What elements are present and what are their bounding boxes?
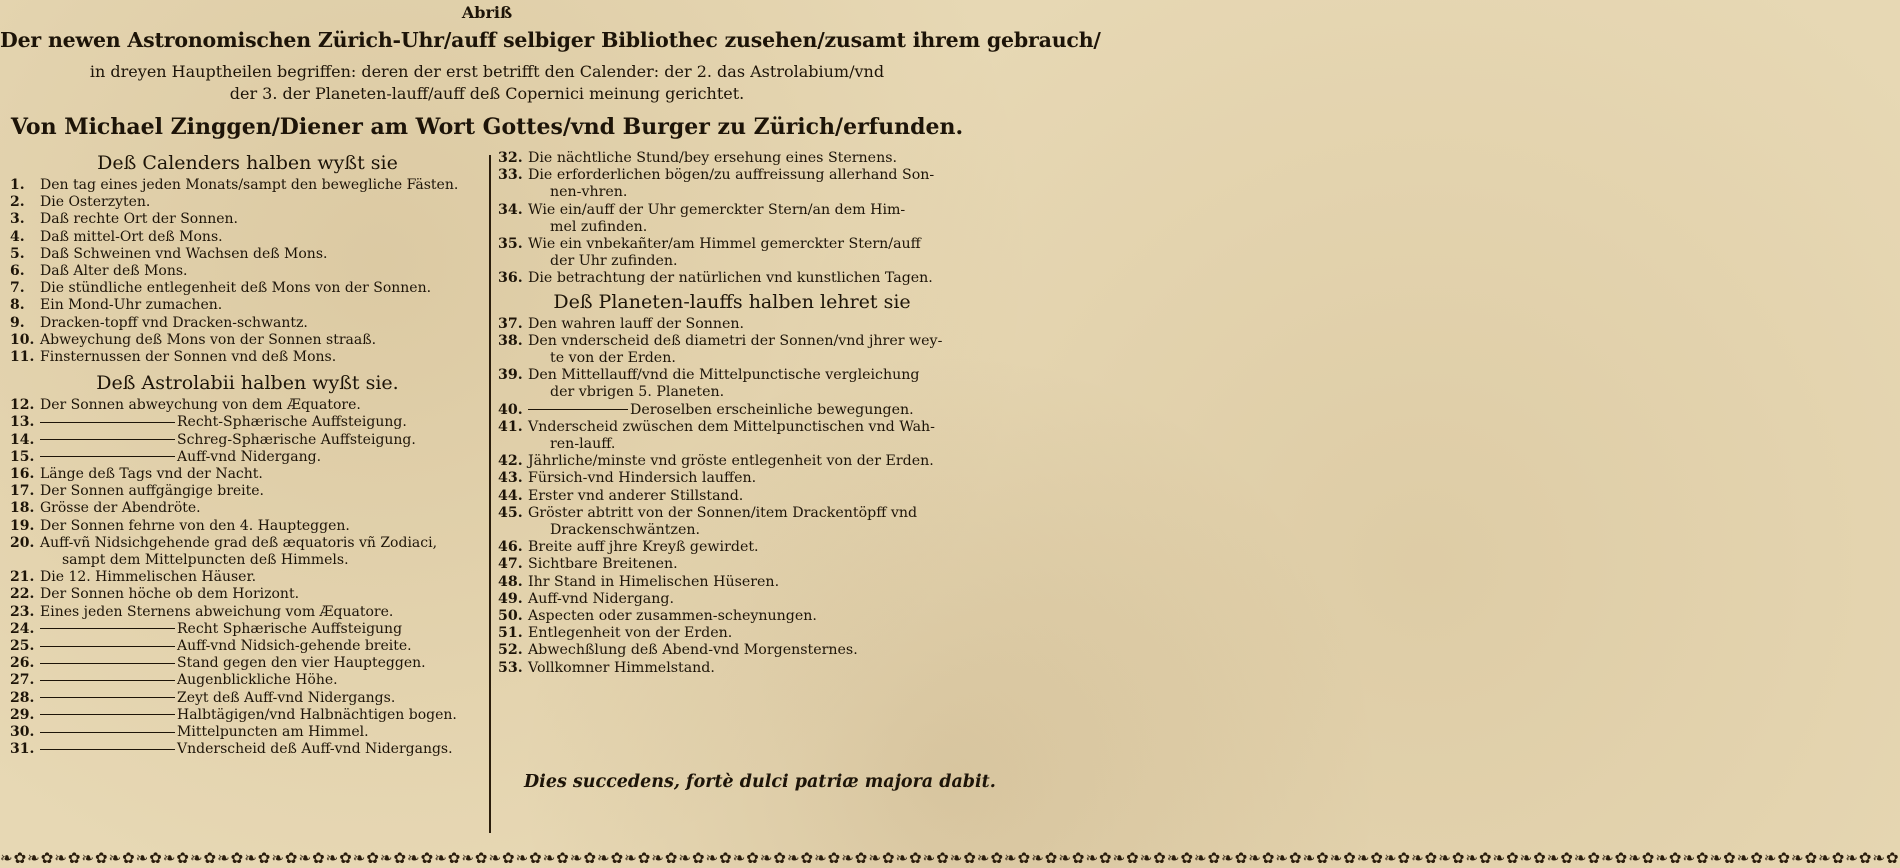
item-text-wrap: [40, 177, 485, 194]
item-text-wrap: [528, 574, 966, 591]
item-text-wrap: [40, 397, 485, 414]
item-text-wrap: [40, 535, 485, 569]
item-text: Zeyt deß Auff-vnd Nidergangs.: [177, 689, 396, 706]
item-number: 22.: [10, 586, 35, 603]
item-text-wrap: [40, 655, 485, 672]
item-text: Auff-vnd Nidergang.: [528, 590, 674, 607]
item-text-wrap: [40, 332, 485, 349]
item-number: 27.: [10, 672, 35, 689]
item-text-wrap: [528, 470, 966, 487]
item-number: 43.: [498, 470, 523, 487]
item-number: 48.: [498, 573, 523, 590]
list-item: [10, 194, 485, 211]
item-text-wrap: [40, 449, 485, 466]
item-text: Die nächtliche Stund/bey ersehung eines Sternens.: [528, 150, 897, 166]
item-number: 33.: [498, 167, 523, 184]
ornamental-border: ❧✿❧✿❧✿❧✿❧✿❧✿❧✿❧✿❧✿❧✿❧✿❧✿❧✿❧✿❧✿❧✿❧✿❧✿❧✿❧✿❧✿❧✿❧✿❧✿❧✿❧✿❧✿❧✿❧✿❧✿❧✿❧✿❧✿❧✿❧✿❧✿❧✿❧✿❧✿❧✿❧✿❧✿❧✿❧✿❧✿❧✿❧✿❧✿❧✿❧✿❧✿❧✿❧✿❧✿❧✿❧✿❧✿❧✿❧✿❧✿❧✿❧✿❧✿❧✿❧✿❧✿❧✿❧✿❧✿❧✿: [0, 849, 1900, 867]
item-number: 52.: [498, 642, 523, 659]
item-text-wrap: [40, 638, 485, 655]
list-item: [10, 332, 485, 349]
item-text-wrap: [528, 556, 966, 573]
item-text-wrap: [40, 211, 485, 228]
item-number: 25.: [10, 638, 35, 655]
item-number: 14.: [10, 431, 35, 448]
item-text-wrap: [528, 367, 966, 401]
item-text-wrap: [40, 263, 485, 280]
item-number: 51.: [498, 625, 523, 642]
right-column: [498, 150, 996, 856]
item-text-wrap: [528, 150, 966, 167]
list-item: [498, 402, 966, 419]
item-text: Vollkomner Himmelstand.: [528, 659, 715, 676]
item-text-wrap: [528, 660, 966, 677]
list-item: [498, 236, 966, 270]
item-number: 16.: [10, 466, 35, 483]
section-title-planets: Deß Planeten-lauffs halben lehret sie: [553, 290, 911, 313]
list-item: [10, 655, 485, 672]
subtitle-line-2: der 3. der Planeten-lauff/auff deß Copernici meinung gerichtet.: [229, 84, 745, 103]
item-text: Mittelpuncten am Himmel.: [177, 724, 369, 741]
item-text-continued: sampt dem Mittelpuncten deß Himmels.: [62, 552, 349, 569]
item-text-wrap: [528, 167, 966, 201]
item-number: 10.: [10, 331, 35, 348]
item-number: 53.: [498, 659, 523, 676]
list-item: [498, 608, 966, 625]
item-text: Aspecten oder zusammen-scheynungen.: [528, 608, 817, 625]
item-text-wrap: [528, 539, 966, 556]
ditto-rule: [40, 628, 175, 629]
list-item: [498, 202, 966, 236]
item-number: 45.: [498, 504, 523, 521]
list-item: [498, 660, 966, 677]
list-item: [10, 211, 485, 228]
list-item: [10, 518, 485, 535]
item-number: 6.: [10, 263, 25, 280]
item-text: Abwechßlung deß Abend-vnd Morgensternes.: [528, 642, 858, 659]
item-text-continued: der vbrigen 5. Planeten.: [550, 384, 725, 401]
list-item: [498, 591, 966, 608]
list-item: [498, 556, 966, 573]
item-text-wrap: [40, 604, 485, 621]
item-number: 4.: [10, 228, 25, 245]
item-number: 23.: [10, 603, 35, 620]
item-text-wrap: [40, 586, 485, 603]
item-text-continued: Drackenschwäntzen.: [550, 522, 701, 539]
item-text: Ein Mond-Uhr zumachen.: [40, 297, 223, 314]
list-item: [498, 419, 966, 453]
item-text: Schreg-Sphærische Auffsteigung.: [177, 431, 416, 448]
item-number: 47.: [498, 556, 523, 573]
section-title-calendar: Deß Calenders halben wyßt sie: [97, 152, 398, 174]
item-number: 1.: [10, 177, 25, 193]
list-item: [10, 177, 485, 194]
ditto-rule: [40, 439, 175, 440]
astrolabe-list: [10, 397, 485, 758]
item-text-wrap: [40, 518, 485, 535]
item-text-wrap: [528, 608, 966, 625]
list-item: [10, 229, 485, 246]
item-text: Der Sonnen fehrne von den 4. Haupteggen.: [40, 517, 350, 534]
item-text-wrap: [40, 569, 485, 586]
item-text-wrap: [40, 432, 485, 449]
item-text-wrap: [40, 229, 485, 246]
item-text: Eines jeden Sternens abweichung vom Æquatore.: [40, 603, 394, 620]
ditto-rule: [40, 749, 175, 750]
item-text: Dracken-topff vnd Dracken-schwantz.: [40, 314, 308, 331]
list-item: [10, 263, 485, 280]
item-text: Auff-vñ Nidsichgehende grad deß æquatoris vñ Zodiaci,: [40, 534, 438, 551]
item-text: Fürsich-vnd Hindersich lauffen.: [528, 470, 757, 487]
ditto-rule: [40, 680, 175, 681]
item-number: 24.: [10, 620, 35, 637]
item-text: Daß Schweinen vnd Wachsen deß Mons.: [40, 245, 328, 262]
item-number: 3.: [10, 211, 25, 228]
item-text-wrap: [40, 483, 485, 500]
ditto-rule: [40, 697, 175, 698]
item-number: 21.: [10, 569, 35, 586]
section-title-astrolabe: Deß Astrolabii halben wyßt sie.: [96, 372, 399, 395]
item-number: 41.: [498, 418, 523, 435]
item-number: 5.: [10, 245, 25, 262]
list-item: [10, 432, 485, 449]
item-text-wrap: [40, 724, 485, 741]
item-text: Stand gegen den vier Haupteggen.: [177, 655, 426, 672]
item-text: Gröster abtritt von der Sonnen/item Drackentöpff vnd: [528, 504, 918, 521]
item-text-wrap: [528, 316, 966, 333]
item-text: Daß Alter deß Mons.: [40, 263, 188, 280]
item-text-wrap: [40, 707, 485, 724]
item-text-wrap: [40, 297, 485, 314]
item-text-wrap: [528, 625, 966, 642]
item-text: Auff-vnd Nidergang.: [177, 448, 322, 465]
list-item: [10, 741, 485, 758]
item-number: 40.: [498, 401, 523, 418]
list-item: [10, 483, 485, 500]
item-text-continued: mel zufinden.: [550, 218, 648, 235]
item-text-wrap: [40, 414, 485, 431]
item-text: Grösse der Abendröte.: [40, 500, 201, 517]
left-column: [10, 150, 485, 856]
item-number: 38.: [498, 332, 523, 349]
planets-list: [498, 316, 966, 677]
list-item: [498, 488, 966, 505]
item-text: Vnderscheid deß Auff-vnd Nidergangs.: [177, 741, 453, 758]
item-number: 7.: [10, 280, 25, 297]
item-text: Recht-Sphærische Auffsteigung.: [177, 414, 407, 431]
item-text-wrap: [528, 453, 966, 470]
list-item: [498, 453, 966, 470]
list-item: [10, 397, 485, 414]
item-text-wrap: [40, 690, 485, 707]
item-number: 28.: [10, 689, 35, 706]
ditto-rule: [40, 663, 175, 664]
item-number: 50.: [498, 608, 523, 625]
item-number: 44.: [498, 487, 523, 504]
author-line: Von Michael Zinggen/Diener am Wort Gottes/vnd Burger zu Zürich/erfunden.: [10, 114, 964, 140]
item-number: 19.: [10, 517, 35, 534]
list-item: [498, 505, 966, 539]
ditto-rule: [40, 422, 175, 423]
list-item: [10, 349, 485, 366]
list-item: [498, 333, 966, 367]
item-number: 2.: [10, 194, 25, 211]
list-item: [498, 642, 966, 659]
item-text-wrap: [40, 194, 485, 211]
item-text-wrap: [40, 741, 485, 758]
list-item: [10, 604, 485, 621]
item-number: 49.: [498, 590, 523, 607]
column-divider: [489, 155, 491, 833]
item-text: Der Sonnen höche ob dem Horizont.: [40, 586, 300, 603]
list-item: [498, 150, 966, 167]
item-text: Recht Sphærische Auffsteigung: [177, 620, 403, 637]
item-text-wrap: [528, 642, 966, 659]
item-text: Den tag eines jeden Monats/sampt den bewegliche Fästen.: [40, 177, 459, 193]
item-number: 8.: [10, 297, 25, 314]
item-text: Erster vnd anderer Stillstand.: [528, 487, 744, 504]
list-item: [10, 280, 485, 297]
ditto-rule: [528, 409, 628, 410]
item-text: Finsternussen der Sonnen vnd deß Mons.: [40, 349, 337, 366]
item-number: 20.: [10, 534, 35, 551]
item-text: Die Osterzyten.: [40, 194, 151, 211]
item-text: Daß rechte Ort der Sonnen.: [40, 211, 239, 228]
item-text-wrap: [528, 270, 966, 287]
item-text: Entlegenheit von der Erden.: [528, 625, 733, 642]
list-item: [498, 167, 966, 201]
list-item: [10, 466, 485, 483]
item-text: Den vnderscheid deß diametri der Sonnen/vnd jhrer wey-: [528, 332, 943, 349]
item-text: Auff-vnd Nidsich-gehende breite.: [177, 638, 412, 655]
item-text: Augenblickliche Höhe.: [177, 672, 338, 689]
item-number: 36.: [498, 270, 523, 287]
item-text: Die betrachtung der natürlichen vnd kunstlichen Tagen.: [528, 270, 933, 287]
item-text-wrap: [40, 315, 485, 332]
item-number: 13.: [10, 414, 35, 431]
list-item: [10, 246, 485, 263]
item-number: 12.: [10, 397, 35, 414]
item-text-continued: te von der Erden.: [550, 350, 676, 367]
item-number: 17.: [10, 483, 35, 500]
item-number: 30.: [10, 724, 35, 741]
item-text: Die stündliche entlegenheit deß Mons von der Sonnen.: [40, 280, 432, 297]
item-number: 9.: [10, 314, 25, 331]
item-text-wrap: [528, 505, 966, 539]
list-item: [10, 315, 485, 332]
item-number: 32.: [498, 150, 523, 166]
list-item: [10, 586, 485, 603]
item-number: 29.: [10, 706, 35, 723]
list-item: [10, 297, 485, 314]
item-text-wrap: [40, 500, 485, 517]
item-text-wrap: [528, 488, 966, 505]
list-item: [10, 621, 485, 638]
list-item: [10, 638, 485, 655]
item-text: Den wahren lauff der Sonnen.: [528, 315, 745, 332]
item-text-wrap: [528, 333, 966, 367]
list-item: [498, 625, 966, 642]
item-number: 42.: [498, 453, 523, 470]
list-item: [10, 414, 485, 431]
item-text-wrap: [40, 621, 485, 638]
list-item: [10, 500, 485, 517]
item-text: Halbtägigen/vnd Halbnächtigen bogen.: [177, 706, 457, 723]
item-text-wrap: [40, 280, 485, 297]
item-text-wrap: [40, 672, 485, 689]
item-text: Sichtbare Breitenen.: [528, 556, 678, 573]
item-text: Die 12. Himmelischen Häuser.: [40, 569, 257, 586]
item-text: Der Sonnen auffgängige breite.: [40, 483, 265, 500]
list-item: [10, 707, 485, 724]
ditto-rule: [40, 456, 175, 457]
item-text: Länge deß Tags vnd der Nacht.: [40, 466, 263, 483]
item-text: Wie ein vnbekañter/am Himmel gemerckter Stern/auff: [528, 236, 921, 253]
item-text: Vnderscheid zwüschen dem Mittelpunctischen vnd Wah-: [528, 418, 935, 435]
item-number: 35.: [498, 236, 523, 253]
item-text-wrap: [528, 236, 966, 270]
item-number: 18.: [10, 500, 35, 517]
calendar-list: [10, 177, 485, 366]
item-text: Der Sonnen abweychung von dem Æquatore.: [40, 397, 361, 414]
item-text-wrap: [528, 591, 966, 608]
item-number: 37.: [498, 315, 523, 332]
ditto-rule: [40, 714, 175, 715]
item-text: Die erforderlichen bögen/zu auffreissung allerhand Son-: [528, 167, 935, 184]
ditto-rule: [40, 646, 175, 647]
list-item: [498, 470, 966, 487]
item-text: Ihr Stand in Himelischen Hüseren.: [528, 573, 780, 590]
item-number: 46.: [498, 539, 523, 556]
list-item: [498, 367, 966, 401]
item-number: 34.: [498, 201, 523, 218]
item-number: 11.: [10, 349, 35, 366]
item-text: Wie ein/auff der Uhr gemerckter Stern/an dem Him-: [528, 201, 906, 218]
list-item: [498, 270, 966, 287]
item-text: Abweychung deß Mons von der Sonnen straaß.: [40, 331, 377, 348]
list-item: [10, 690, 485, 707]
motto: Dies succedens, fortè dulci patriæ majora dabit.: [524, 772, 996, 792]
list-item: [498, 574, 966, 591]
list-item: [498, 539, 966, 556]
list-item: [10, 449, 485, 466]
list-item: [10, 724, 485, 741]
subtitle-line-1: in dreyen Hauptheilen begriffen: deren der erst betrifft den Calender: der 2. das Astrolabium/vnd: [89, 62, 885, 81]
list-item: [498, 316, 966, 333]
item-text: Deroselben erscheinliche bewegungen.: [630, 401, 914, 418]
ditto-rule: [40, 732, 175, 733]
item-number: 15.: [10, 448, 35, 465]
list-item: [10, 569, 485, 586]
item-text-wrap: [40, 349, 485, 366]
item-text: Jährliche/minste vnd gröste entlegenheit von der Erden.: [528, 453, 934, 470]
item-number: 39.: [498, 367, 523, 384]
item-text: Den Mittellauff/vnd die Mittelpunctische vergleichung: [528, 367, 920, 384]
page-title: Der newen Astronomischen Zürich-Uhr/auff selbiger Bibliothec zusehen/zusamt ihrem gebrauch/: [0, 28, 1101, 52]
astrolabe-continued-list: [498, 150, 966, 288]
item-text: Daß mittel-Ort deß Mons.: [40, 228, 223, 245]
item-number: 31.: [10, 741, 35, 758]
item-text-wrap: [40, 246, 485, 263]
item-text: Breite auff jhre Kreyß gewirdet.: [528, 539, 759, 556]
item-text-wrap: [528, 402, 966, 419]
item-text-wrap: [528, 202, 966, 236]
item-text-continued: ren-lauff.: [550, 436, 616, 453]
item-text-continued: der Uhr zufinden.: [550, 253, 678, 270]
heading-abriss: Abriß: [461, 3, 513, 22]
list-item: [10, 672, 485, 689]
item-text-continued: nen-vhren.: [550, 184, 628, 201]
item-text-wrap: [40, 466, 485, 483]
item-text-wrap: [528, 419, 966, 453]
item-number: 26.: [10, 655, 35, 672]
list-item: [10, 535, 485, 569]
